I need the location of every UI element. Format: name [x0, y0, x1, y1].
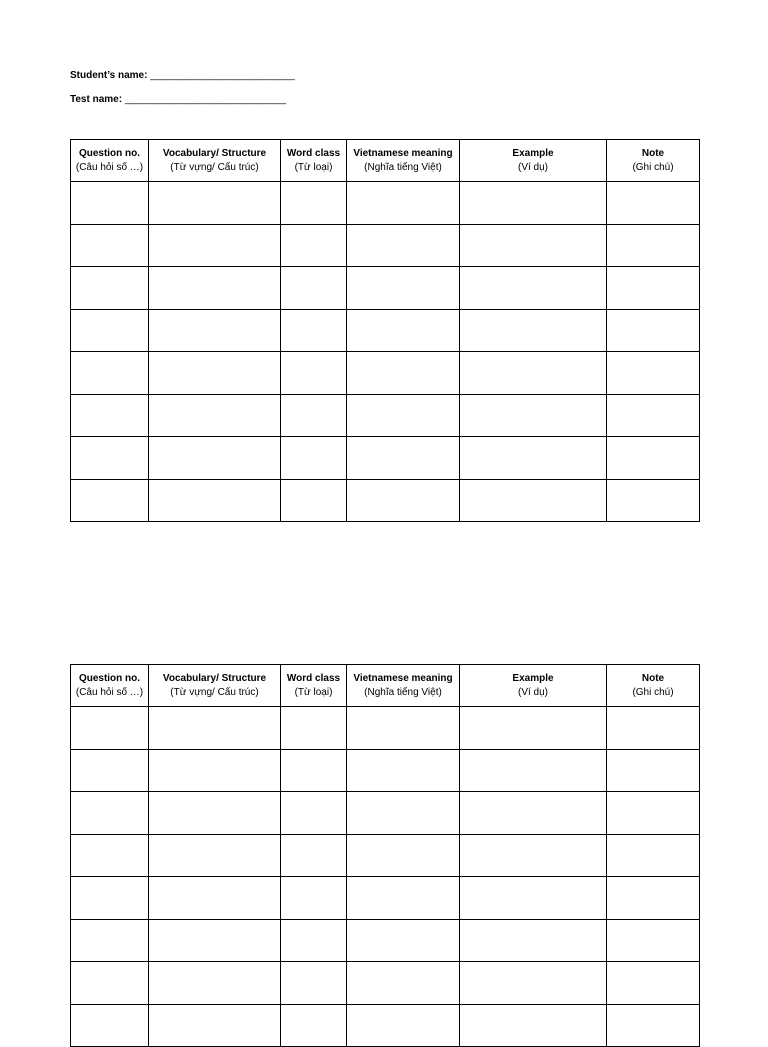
cell-example[interactable]: [460, 707, 607, 750]
header-row: [71, 665, 700, 707]
cell-question-no[interactable]: [71, 919, 149, 962]
header-row: [71, 140, 700, 182]
column-subtitle: (Ví dụ): [517, 161, 548, 173]
column-subtitle: (Từ loại): [294, 161, 333, 173]
column-title: Vocabulary/ Structure: [162, 147, 267, 159]
cell-vietnamese-meaning[interactable]: [347, 707, 460, 750]
cell-example[interactable]: [460, 749, 607, 792]
column-header-note: [607, 665, 700, 707]
table-row: [71, 394, 700, 437]
column-header-word-class: [281, 140, 347, 182]
table-row: [71, 834, 700, 877]
column-header-question-no: [71, 140, 149, 182]
cell-vocabulary-structure[interactable]: [149, 792, 281, 835]
cell-word-class[interactable]: [281, 1004, 347, 1047]
column-subtitle: (Từ vựng/ Cấu trúc): [170, 161, 259, 173]
table-row: [71, 1004, 700, 1047]
cell-vietnamese-meaning[interactable]: [347, 352, 460, 395]
cell-word-class[interactable]: [281, 479, 347, 522]
cell-vocabulary-structure[interactable]: [149, 437, 281, 480]
cell-vocabulary-structure[interactable]: [149, 962, 281, 1005]
cell-question-no[interactable]: [71, 792, 149, 835]
cell-question-no[interactable]: [71, 1004, 149, 1047]
table-body: [71, 182, 700, 522]
column-header-vietnamese-meaning: [347, 140, 460, 182]
cell-vietnamese-meaning[interactable]: [347, 834, 460, 877]
student-name-blank[interactable]: __________________________: [150, 70, 295, 81]
cell-note[interactable]: [607, 877, 700, 920]
cell-question-no[interactable]: [71, 394, 149, 437]
student-name-label: Student’s name:: [70, 70, 148, 81]
cell-note[interactable]: [607, 224, 700, 267]
cell-vietnamese-meaning[interactable]: [347, 437, 460, 480]
cell-question-no[interactable]: [71, 352, 149, 395]
column-title: Example: [512, 147, 554, 159]
cell-note[interactable]: [607, 309, 700, 352]
cell-vocabulary-structure[interactable]: [149, 182, 281, 225]
column-subtitle: (Nghĩa tiếng Việt): [364, 686, 442, 698]
cell-word-class[interactable]: [281, 707, 347, 750]
cell-example[interactable]: [460, 267, 607, 310]
column-title: Question no.: [78, 147, 141, 159]
cell-example[interactable]: [460, 309, 607, 352]
table-row: [71, 877, 700, 920]
table-row: [71, 267, 700, 310]
table-row: [71, 707, 700, 750]
cell-note[interactable]: [607, 394, 700, 437]
cell-note[interactable]: [607, 479, 700, 522]
cell-question-no[interactable]: [71, 309, 149, 352]
cell-vietnamese-meaning[interactable]: [347, 224, 460, 267]
cell-question-no[interactable]: [71, 479, 149, 522]
cell-vietnamese-meaning[interactable]: [347, 919, 460, 962]
column-header-question-no: [71, 665, 149, 707]
cell-vocabulary-structure[interactable]: [149, 707, 281, 750]
cell-vietnamese-meaning[interactable]: [347, 877, 460, 920]
cell-word-class[interactable]: [281, 267, 347, 310]
cell-vocabulary-structure[interactable]: [149, 479, 281, 522]
column-subtitle: (Câu hỏi số …): [75, 161, 144, 173]
cell-word-class[interactable]: [281, 919, 347, 962]
column-title: Example: [512, 672, 554, 684]
column-subtitle: (Ghi chú): [632, 686, 674, 698]
cell-vietnamese-meaning[interactable]: [347, 792, 460, 835]
cell-note[interactable]: [607, 749, 700, 792]
cell-example[interactable]: [460, 834, 607, 877]
cell-word-class[interactable]: [281, 352, 347, 395]
table-row: [71, 479, 700, 522]
table-row: [71, 749, 700, 792]
column-header-vocabulary-structure: [149, 665, 281, 707]
test-name-label: Test name:: [70, 94, 123, 105]
cell-vietnamese-meaning[interactable]: [347, 182, 460, 225]
column-subtitle: (Nghĩa tiếng Việt): [364, 161, 442, 173]
cell-vocabulary-structure[interactable]: [149, 1004, 281, 1047]
table-row: [71, 309, 700, 352]
cell-example[interactable]: [460, 182, 607, 225]
table-header: [71, 665, 700, 707]
cell-vocabulary-structure[interactable]: [149, 749, 281, 792]
cell-example[interactable]: [460, 877, 607, 920]
table-header: [71, 140, 700, 182]
table-row: [71, 224, 700, 267]
column-title: Vocabulary/ Structure: [162, 672, 267, 684]
column-title: Word class: [286, 672, 341, 684]
cell-note[interactable]: [607, 267, 700, 310]
cell-vocabulary-structure[interactable]: [149, 267, 281, 310]
cell-example[interactable]: [460, 792, 607, 835]
cell-example[interactable]: [460, 919, 607, 962]
cell-vietnamese-meaning[interactable]: [347, 309, 460, 352]
cell-question-no[interactable]: [71, 877, 149, 920]
column-title: Question no.: [78, 672, 141, 684]
cell-note[interactable]: [607, 834, 700, 877]
cell-vocabulary-structure[interactable]: [149, 352, 281, 395]
column-title: Vietnamese meaning: [353, 147, 453, 159]
cell-example[interactable]: [460, 479, 607, 522]
cell-word-class[interactable]: [281, 962, 347, 1005]
table-row: [71, 182, 700, 225]
cell-question-no[interactable]: [71, 267, 149, 310]
cell-word-class[interactable]: [281, 224, 347, 267]
cell-example[interactable]: [460, 394, 607, 437]
cell-note[interactable]: [607, 707, 700, 750]
column-subtitle: (Câu hỏi số …): [75, 686, 144, 698]
cell-question-no[interactable]: [71, 834, 149, 877]
cell-example[interactable]: [460, 352, 607, 395]
column-header-example: [460, 140, 607, 182]
column-subtitle: (Ví dụ): [517, 686, 548, 698]
cell-note[interactable]: [607, 182, 700, 225]
column-title: Word class: [286, 147, 341, 159]
student-name-field[interactable]: [70, 70, 295, 82]
vocabulary-table-2: [70, 664, 700, 1047]
column-title: Vietnamese meaning: [353, 672, 453, 684]
cell-vocabulary-structure[interactable]: [149, 224, 281, 267]
cell-note[interactable]: [607, 437, 700, 480]
cell-vietnamese-meaning[interactable]: [347, 1004, 460, 1047]
table-row: [71, 437, 700, 480]
table-row: [71, 962, 700, 1005]
cell-word-class[interactable]: [281, 437, 347, 480]
cell-note[interactable]: [607, 919, 700, 962]
test-name-field[interactable]: [70, 94, 286, 106]
cell-vocabulary-structure[interactable]: [149, 309, 281, 352]
column-title: Note: [641, 672, 665, 684]
column-subtitle: (Từ loại): [294, 686, 333, 698]
cell-vietnamese-meaning[interactable]: [347, 394, 460, 437]
cell-question-no[interactable]: [71, 962, 149, 1005]
cell-note[interactable]: [607, 962, 700, 1005]
cell-question-no[interactable]: [71, 437, 149, 480]
cell-question-no[interactable]: [71, 749, 149, 792]
cell-question-no[interactable]: [71, 707, 149, 750]
column-title: Note: [641, 147, 665, 159]
cell-word-class[interactable]: [281, 749, 347, 792]
column-header-example: [460, 665, 607, 707]
cell-example[interactable]: [460, 224, 607, 267]
column-subtitle: (Từ vựng/ Cấu trúc): [170, 686, 259, 698]
cell-word-class[interactable]: [281, 834, 347, 877]
table-row: [71, 352, 700, 395]
cell-vietnamese-meaning[interactable]: [347, 267, 460, 310]
cell-question-no[interactable]: [71, 182, 149, 225]
cell-vocabulary-structure[interactable]: [149, 877, 281, 920]
cell-word-class[interactable]: [281, 877, 347, 920]
cell-word-class[interactable]: [281, 792, 347, 835]
cell-vietnamese-meaning[interactable]: [347, 962, 460, 1005]
cell-example[interactable]: [460, 437, 607, 480]
cell-vietnamese-meaning[interactable]: [347, 479, 460, 522]
cell-word-class[interactable]: [281, 309, 347, 352]
cell-word-class[interactable]: [281, 182, 347, 225]
table-body: [71, 707, 700, 1047]
cell-question-no[interactable]: [71, 224, 149, 267]
cell-example[interactable]: [460, 962, 607, 1005]
cell-vocabulary-structure[interactable]: [149, 834, 281, 877]
cell-vocabulary-structure[interactable]: [149, 919, 281, 962]
cell-note[interactable]: [607, 1004, 700, 1047]
column-header-word-class: [281, 665, 347, 707]
cell-vietnamese-meaning[interactable]: [347, 749, 460, 792]
test-name-blank[interactable]: _____________________________: [124, 94, 287, 105]
cell-word-class[interactable]: [281, 394, 347, 437]
vocabulary-table-1: [70, 139, 700, 522]
column-header-vietnamese-meaning: [347, 665, 460, 707]
column-header-note: [607, 140, 700, 182]
column-header-vocabulary-structure: [149, 140, 281, 182]
cell-note[interactable]: [607, 792, 700, 835]
table-row: [71, 919, 700, 962]
column-subtitle: (Ghi chú): [632, 161, 674, 173]
cell-example[interactable]: [460, 1004, 607, 1047]
table-row: [71, 792, 700, 835]
cell-vocabulary-structure[interactable]: [149, 394, 281, 437]
cell-note[interactable]: [607, 352, 700, 395]
